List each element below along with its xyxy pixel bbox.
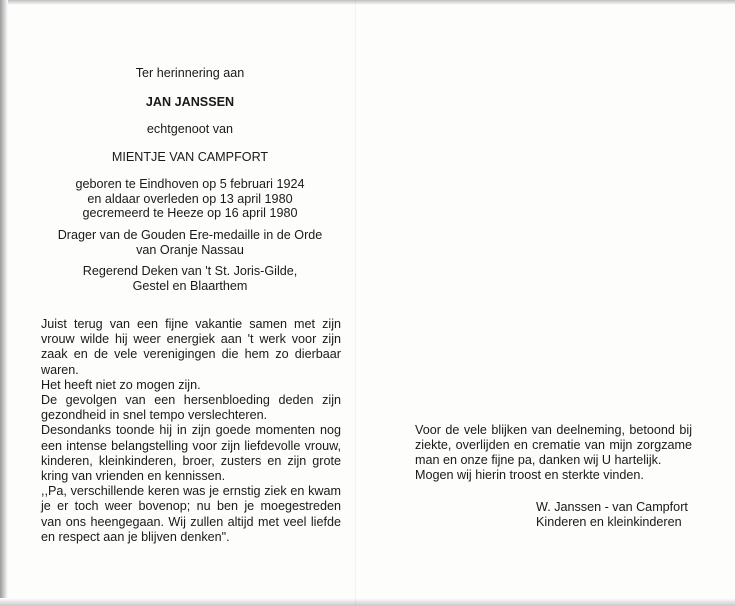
guild-line-2: Gestel en Blaarthem — [132, 278, 248, 293]
card-fold — [355, 0, 356, 606]
signature-line-2: Kinderen en kleinkinderen — [536, 515, 682, 530]
born-line: geboren te Eindhoven op 5 februari 1924 — [75, 177, 305, 191]
cremated-line: gecremeerd te Heeze op 16 april 1980 — [82, 206, 298, 220]
memorial-paragraph-3: De gevolgen van een hersenbloeding deden zijn gezondheid in snel tempo verslechteren. — [41, 393, 341, 423]
memorial-paragraph-1: Juist terug van een fijne vakantie samen met zijn vrouw wilde hij weer energiek aan 't werk voor zijn zaak en de vele verenigingen die hem zo dierbaar waren. — [41, 317, 341, 377]
spouse-name: MIENTJE VAN CAMPFORT — [111, 150, 269, 164]
life-dates — [40, 177, 340, 221]
card-edge-left — [0, 0, 8, 606]
memorial-paragraph-4: Desondanks toonde hij in zijn goede momenten nog een intense belangstelling voor zijn liefdevolle vrouw, kinderen, kleinkinderen, broer, zusters en zijn grote kring van vrienden en kennissen. — [41, 423, 341, 484]
spouse-intro: echtgenoot van — [146, 122, 234, 136]
card-edge-bottom — [0, 598, 735, 606]
thanks-paragraph: Voor de vele blijken van deelneming, betoond bij ziekte, overlijden en crematie van mijn zorgzame man en onze fijne pa, danken wij U hartelijk. — [415, 423, 692, 467]
guild-line-1: Regerend Deken van 't St. Joris-Gilde, — [82, 264, 298, 278]
honor-text — [40, 228, 340, 257]
thanks-closing: Mogen wij hierin troost en sterkte vinden. — [415, 468, 644, 482]
memorial-text — [41, 317, 341, 545]
honor-line-1: Drager van de Gouden Ere-medaille in de Orde — [57, 228, 323, 242]
guild-text — [40, 264, 340, 293]
intro-text: Ter herinnering aan — [135, 66, 245, 80]
memorial-paragraph-5: ,,Pa, verschillende keren was je ernstig ziek en kwam je er toch weer bovenop; nu ben je moegestreden van ons heengegaan. Wij zullen altijd met veel liefde en respect aan je blijven denken". — [41, 484, 341, 544]
honor-line-2: van Oranje Nassau — [136, 242, 244, 257]
thanks-text — [415, 423, 692, 483]
card-edge-top — [0, 0, 735, 5]
memorial-paragraph-2: Het heeft niet zo mogen zijn. — [41, 377, 201, 392]
signature-line-1: W. Janssen - van Campfort — [536, 500, 688, 514]
signature — [536, 500, 706, 530]
deceased-name: JAN JANSSEN — [145, 95, 235, 109]
died-line: en aldaar overleden op 13 april 1980 — [87, 191, 293, 206]
